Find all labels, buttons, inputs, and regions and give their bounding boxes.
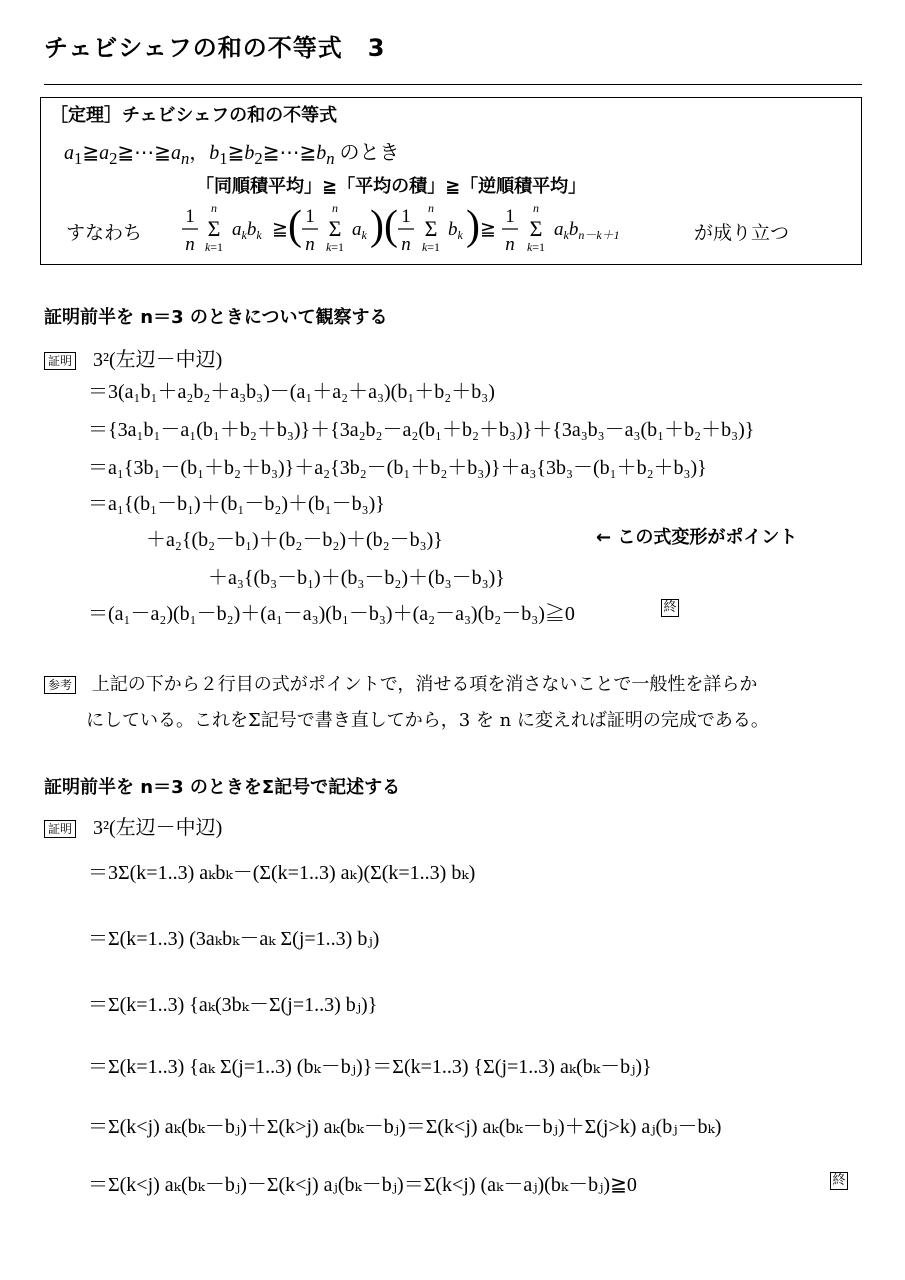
section2-start: 3²(左辺－中辺) — [93, 817, 223, 839]
svg-text:n: n — [428, 201, 434, 215]
reference-text-1: 上記の下から２行目の式がポイントで，消せる項を消さないことで一般性を詳らか — [91, 674, 758, 695]
svg-text:≧: ≧ — [480, 219, 496, 240]
section1-line-4: ＝a₁{(b₁－b₁)＋(b₁－b₂)＋(b₁－b₃)} — [88, 493, 385, 515]
end-mark: 終 — [661, 599, 679, 617]
svg-text:n: n — [533, 201, 539, 215]
svg-text:n: n — [211, 201, 217, 215]
svg-text:akbn－k＋1: $a_kb_{n-k+1}$ — [554, 219, 620, 242]
svg-text:k=1: k=1 — [325, 240, 345, 254]
svg-text:ak: $a_k$ — [352, 219, 367, 242]
section1-line-5: ＋a₂{(b₂－b₁)＋(b₂－b₂)＋(b₂－b₃)} — [146, 529, 443, 551]
svg-text:Σ: Σ — [529, 216, 543, 241]
section1-start: 3²(左辺－中辺) — [93, 349, 223, 371]
svg-text:akbk: $a_kb_k$ — [232, 219, 262, 242]
arrow-note: ← この式変形がポイント — [596, 527, 798, 548]
section1-line-7: ＝(a₁－a₂)(b₁－b₂)＋(a₁－a₃)(b₁－b₃)＋(a₂－a₃)(b₂－b₃)≧0 — [88, 603, 575, 625]
svg-text:n: n — [332, 201, 338, 215]
section2-line-6: ＝Σ(k<j) aₖ(bₖ－bⱼ)－Σ(k<j) aⱼ(bₖ－bⱼ)＝Σ(k<j) (aₖ－aⱼ)(bₖ－bⱼ)≧0 — [88, 1174, 637, 1196]
section1-line-2: ＝{3a₁b₁－a₁(b₁＋b₂＋b₃)}＋{3a₂b₂－a₂(b₁＋b₂＋b₃)}＋{3a₃b₃－a₃(b₁＋b₂＋b₃)} — [88, 419, 755, 441]
svg-text:1: 1 — [401, 206, 411, 227]
svg-text:n: n — [305, 234, 315, 255]
section1-heading: 証明前半を n＝3 のときについて観察する — [44, 307, 388, 328]
theorem-heading: ［定理］チェビシェフの和の不等式 — [50, 105, 338, 126]
section1-line-6: ＋a₃{(b₃－b₁)＋(b₃－b₂)＋(b₃－b₃)} — [208, 567, 505, 589]
theorem-formula — [180, 198, 670, 260]
section2-line-4: ＝Σ(k=1..3) {aₖ Σ(j=1..3) (bₖ－bⱼ)}＝Σ(k=1..3) {Σ(j=1..3) aₖ(bₖ－bⱼ)} — [88, 1056, 652, 1078]
svg-text:): ) — [370, 203, 384, 249]
section2-heading: 証明前半を n＝3 のときをΣ記号で記述する — [44, 777, 401, 798]
svg-text:): ) — [466, 203, 480, 249]
theorem-condition-math: $a_1≧a_2≧\cdots≧a_n$，$b_1≧b_2≧\cdots≧b_n$ のとき — [64, 142, 400, 168]
theorem-suffix: が成り立つ — [694, 222, 790, 244]
theorem-prefix: すなわち — [66, 222, 143, 244]
svg-text:(: ( — [288, 203, 302, 249]
title-rule — [44, 84, 862, 85]
svg-text:Σ: Σ — [424, 216, 438, 241]
reference-text-2: にしている。これをΣ記号で書き直してから，3 を n に変えれば証明の完成である。 — [86, 710, 769, 731]
svg-text:k=1: k=1 — [204, 240, 224, 254]
section2-line-2: ＝Σ(k=1..3) (3aₖbₖ－aₖ Σ(j=1..3) bⱼ) — [88, 928, 380, 950]
section1-line-1: ＝3(a₁b₁＋a₂b₂＋a₃b₃)－(a₁＋a₂＋a₃)(b₁＋b₂＋b₃) — [88, 381, 495, 403]
section1-start-line — [44, 343, 222, 372]
section2-line-5: ＝Σ(k<j) aₖ(bₖ－bⱼ)＋Σ(k>j) aₖ(bₖ－bⱼ)＝Σ(k<j) aₖ(bₖ－bⱼ)＋Σ(j>k) aⱼ(bⱼ－bₖ) — [88, 1116, 722, 1138]
svg-text:(: ( — [384, 203, 398, 249]
reference-label: 参考 — [44, 676, 76, 694]
svg-text:1: 1 — [305, 206, 315, 227]
svg-text:1: 1 — [185, 206, 195, 227]
svg-text:n: n — [401, 234, 411, 255]
svg-text:≧: ≧ — [272, 219, 288, 240]
page-title: チェビシェフの和の不等式 3 — [44, 34, 386, 62]
section2-line-3: ＝Σ(k=1..3) {aₖ(3bₖ－Σ(j=1..3) bⱼ)} — [88, 994, 378, 1016]
svg-text:Σ: Σ — [207, 216, 221, 241]
svg-text:1: 1 — [505, 206, 515, 227]
theorem-condition — [64, 136, 400, 169]
svg-text:bk: $b_k$ — [448, 219, 463, 242]
svg-text:Σ: Σ — [328, 216, 342, 241]
section2-line-1: ＝3Σ(k=1..3) aₖbₖ－(Σ(k=1..3) aₖ)(Σ(k=1..3) bₖ) — [88, 862, 476, 884]
reference-line-1 — [44, 670, 757, 696]
theorem-statement: 「同順積平均」≧「平均の積」≧「逆順積平均」 — [196, 176, 587, 197]
proof-label-2: 証明 — [44, 820, 76, 838]
end-mark-2: 終 — [830, 1172, 848, 1190]
svg-text:k=1: k=1 — [526, 240, 546, 254]
svg-text:n: n — [185, 234, 195, 255]
section1-line-3: ＝a₁{3b₁－(b₁＋b₂＋b₃)}＋a₂{3b₂－(b₁＋b₂＋b₃)}＋a₃{3b₃－(b₁＋b₂＋b₃)} — [88, 457, 707, 479]
svg-text:k=1: k=1 — [421, 240, 441, 254]
svg-text:n: n — [505, 234, 515, 255]
proof-label: 証明 — [44, 352, 76, 370]
section2-start-line — [44, 811, 222, 840]
